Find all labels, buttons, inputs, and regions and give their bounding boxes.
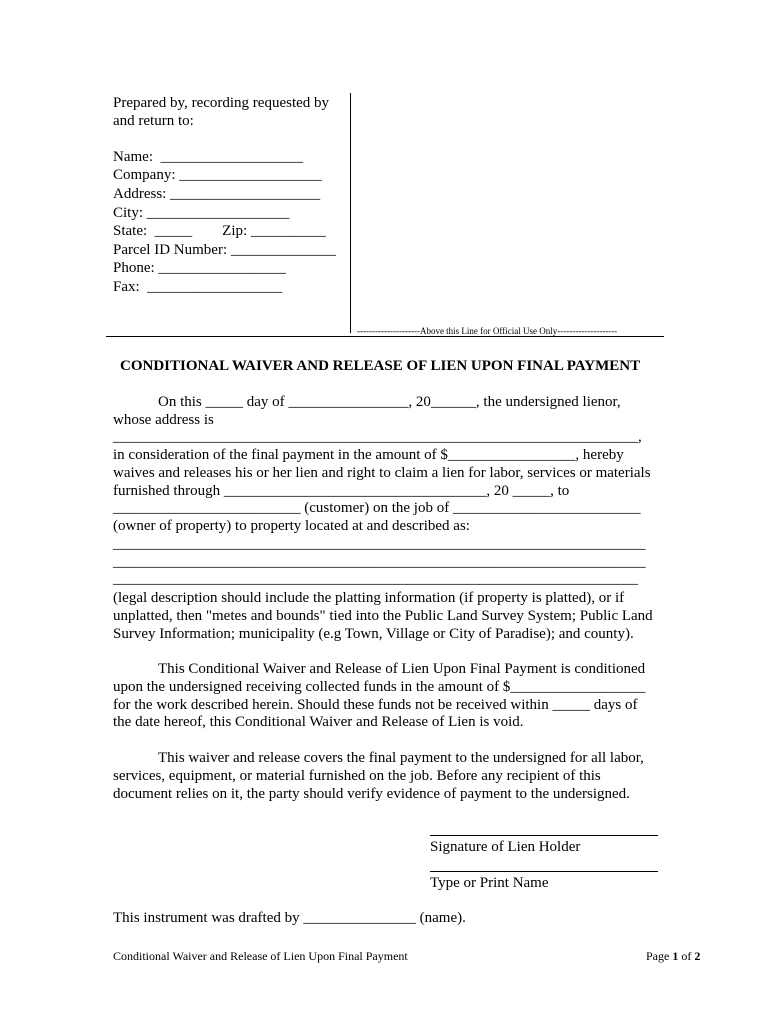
- p2-line: for the work described herein. Should these funds not be received within _____ days of: [113, 697, 638, 713]
- footer-title: Conditional Waiver and Release of Lien Upon Final Payment: [113, 949, 408, 963]
- official-use-divider: [106, 336, 664, 337]
- signature-label: Signature of Lien Holder: [430, 839, 581, 855]
- p2-line: This Conditional Waiver and Release of Lien Upon Final Payment is conditioned: [158, 661, 646, 677]
- prepared-by-line2: and return to:: [113, 113, 194, 129]
- print-name-line: [430, 871, 658, 872]
- p1-line: (owner of property) to property located at and described as:: [113, 518, 470, 534]
- state-zip-field: State: _____ Zip: __________: [113, 223, 326, 239]
- page-total: 2: [694, 949, 701, 963]
- fax-field: Fax: __________________: [113, 279, 283, 295]
- legal-description-blank: ______________________________________________________________________: [113, 571, 638, 587]
- address-field: Address: ____________________: [113, 186, 321, 202]
- page-prefix: Page: [646, 949, 673, 963]
- page-number: [646, 949, 700, 963]
- p3-line: This waiver and release covers the final payment to the undersigned for all labor,: [158, 750, 644, 766]
- p1-line: (legal description should include the platting information (if property is platted), or if: [113, 590, 625, 606]
- document-title: CONDITIONAL WAIVER AND RELEASE OF LIEN UPON FINAL PAYMENT: [120, 358, 641, 374]
- drafted-by-line: This instrument was drafted by _______________ (name).: [113, 910, 466, 926]
- phone-field: Phone: _________________: [113, 260, 286, 276]
- p1-line: On this _____ day of ________________, 20______, the undersigned lienor,: [158, 394, 621, 410]
- legal-description-blank: _______________________________________________________________________: [113, 536, 646, 552]
- p1-line: ______________________________________________________________________,: [113, 429, 642, 445]
- p1-line: whose address is: [113, 412, 214, 428]
- p2-line: the date hereof, this Conditional Waiver and Release of Lien is void.: [113, 714, 524, 730]
- p1-line: _________________________ (customer) on the job of _________________________: [113, 500, 641, 516]
- name-field: Name: ___________________: [113, 149, 303, 165]
- p3-line: services, equipment, or material furnished on the job. Before any recipient of this: [113, 768, 601, 784]
- city-field: City: ___________________: [113, 205, 290, 221]
- p1-line: in consideration of the final payment in the amount of $_________________, hereby: [113, 447, 624, 463]
- p2-line: upon the undersigned receiving collected funds in the amount of $__________________: [113, 679, 646, 695]
- page-of: of: [678, 949, 695, 963]
- p1-line: unplatted, then "metes and bounds" tied into the Public Land Survey System; Public Land: [113, 608, 653, 624]
- print-name-label: Type or Print Name: [430, 875, 549, 891]
- company-field: Company: ___________________: [113, 167, 322, 183]
- legal-description-blank: _______________________________________________________________________: [113, 554, 646, 570]
- p1-line: Survey Information; municipality (e.g Town, Village or City of Paradise); and county).: [113, 626, 634, 642]
- signature-line: [430, 835, 658, 836]
- page-current: 1: [672, 949, 679, 963]
- header-vertical-divider: [350, 93, 351, 333]
- official-use-notice: ---------------------Above this Line for Official Use Only--------------------: [357, 326, 618, 336]
- parcel-id-field: Parcel ID Number: ______________: [113, 242, 336, 258]
- p1-line: waives and releases his or her lien and right to claim a lien for labor, services or materials: [113, 465, 651, 481]
- p3-line: document relies on it, the party should verify evidence of payment to the undersigned.: [113, 786, 630, 802]
- prepared-by-line1: Prepared by, recording requested by: [113, 95, 330, 111]
- p1-line: furnished through ___________________________________, 20 _____, to: [113, 483, 570, 499]
